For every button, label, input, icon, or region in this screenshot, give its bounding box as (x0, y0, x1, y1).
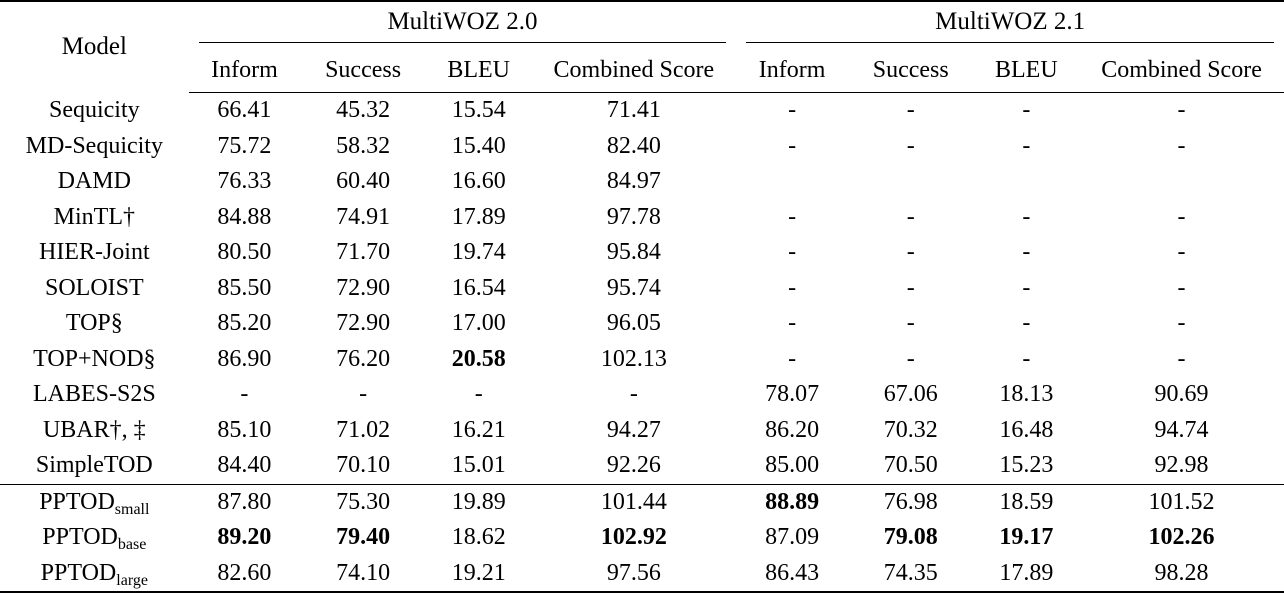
model-name-cell: $PPTOD_{small}$ (39, 488, 150, 518)
value-cell: 101.44 (600, 488, 667, 515)
value-cell: - (1022, 345, 1031, 372)
table-row (0, 200, 1284, 236)
table-row (0, 342, 1284, 378)
model-name-cell: Sequicity (48, 97, 140, 123)
value-cell: 85.00 (736, 448, 848, 484)
value-cell: 71.70 (336, 239, 391, 266)
value-cell: 72.90 (336, 310, 391, 337)
value-cell: - (1177, 239, 1186, 266)
value-cell: - (906, 239, 915, 266)
value-cell: 84.40 (189, 448, 301, 484)
value-cell: 76.98 (883, 488, 938, 515)
value-cell: 102.13 (600, 345, 667, 372)
value-cell: 18.13 (999, 381, 1054, 408)
model-column-header: Model (0, 1, 189, 93)
value-cell: - (1177, 274, 1186, 301)
group-header-2 (736, 1, 1284, 48)
value-cell: 17.00 (451, 310, 506, 337)
value-cell: 82.40 (606, 132, 661, 159)
value-cell: 75.72 (217, 132, 272, 159)
value-cell: 76.33 (217, 168, 272, 195)
table-row (0, 93, 1284, 129)
value-cell: 19.21 (426, 556, 531, 593)
value-cell: 90.69 (1154, 381, 1209, 408)
value-cell: 67.06 (883, 381, 938, 408)
value-cell: 45.32 (336, 97, 391, 124)
value-cell: - (906, 310, 915, 337)
table-row (0, 129, 1284, 165)
value-cell: 71.41 (606, 97, 661, 124)
value-cell: 85.20 (217, 310, 272, 337)
metric-header-bleu: BLEU (426, 48, 531, 93)
value-cell: 17.89 (974, 556, 1079, 593)
value-cell: - (1022, 239, 1031, 266)
value-cell: 85.50 (217, 274, 272, 301)
value-cell: 96.05 (606, 310, 661, 337)
value-cell: 97.56 (531, 556, 736, 593)
table-row (0, 448, 1284, 484)
value-cell: 75.30 (336, 488, 391, 515)
value-cell: 16.54 (451, 274, 506, 301)
value-cell: - (1177, 203, 1186, 230)
value-cell: 89.20 (217, 524, 272, 551)
value-cell: 79.08 (883, 524, 938, 551)
value-cell: 58.32 (336, 132, 391, 159)
value-cell: 97.78 (606, 203, 661, 230)
value-cell: 71.02 (336, 416, 391, 443)
value-cell: 92.98 (1079, 448, 1284, 484)
value-cell: - (788, 239, 797, 266)
table-row (0, 306, 1284, 342)
value-cell: 102.92 (600, 524, 667, 551)
metric-header-success: Success (300, 48, 426, 93)
value-cell: - (788, 132, 797, 159)
value-cell: 70.32 (883, 416, 938, 443)
value-cell: - (788, 310, 797, 337)
model-name-cell: HIER-Joint (38, 239, 150, 266)
model-name-cell: $PPTOD_{base}$ (42, 524, 147, 554)
metric-header-inform: Inform (189, 48, 301, 93)
table-row (0, 164, 1284, 200)
value-cell: - (788, 97, 797, 124)
value-cell: 95.84 (606, 239, 661, 266)
table-row (0, 520, 1284, 556)
table-row (0, 271, 1284, 307)
table-row (0, 377, 1284, 413)
group-header-1 (189, 1, 737, 48)
value-cell: - (1177, 97, 1186, 124)
metric-header-bleu: BLEU (974, 48, 1079, 93)
value-cell: 87.80 (217, 488, 272, 515)
value-cell: 80.50 (217, 239, 272, 266)
value-cell: 102.26 (1148, 524, 1215, 551)
value-cell: - (906, 274, 915, 301)
value-cell (736, 164, 848, 200)
value-cell: 15.23 (974, 448, 1079, 484)
group-header-label: MultiWOZ 2.1 (746, 8, 1274, 43)
value-cell: 79.40 (336, 524, 391, 551)
model-name-cell: MinTL† (53, 203, 135, 230)
value-cell: 16.60 (451, 168, 506, 195)
table-header-row-metrics (0, 48, 1284, 93)
value-cell: 16.21 (451, 416, 506, 443)
value-cell: - (788, 203, 797, 230)
value-cell (848, 164, 974, 200)
metric-header-success: Success (848, 48, 974, 93)
value-cell: 78.07 (765, 381, 820, 408)
value-cell: 70.10 (300, 448, 426, 484)
value-cell: 19.74 (451, 239, 506, 266)
value-cell: 72.90 (336, 274, 391, 301)
table-row (0, 484, 1284, 520)
value-cell: 101.52 (1148, 488, 1215, 515)
value-cell: 94.74 (1154, 416, 1209, 443)
metric-header-combined-score: Combined Score (1079, 48, 1284, 93)
value-cell: 60.40 (336, 168, 391, 195)
value-cell (1079, 164, 1284, 200)
value-cell: - (1022, 274, 1031, 301)
value-cell: 74.10 (300, 556, 426, 593)
value-cell: 76.20 (336, 345, 391, 372)
value-cell: - (1022, 310, 1031, 337)
value-cell: - (788, 274, 797, 301)
value-cell: - (1022, 97, 1031, 124)
value-cell: 18.59 (999, 488, 1054, 515)
value-cell: 19.89 (451, 488, 506, 515)
value-cell: 94.27 (606, 416, 661, 443)
model-name-cell: UBAR†, ‡ (42, 416, 146, 443)
table-row (0, 235, 1284, 271)
value-cell: - (474, 381, 483, 408)
table-row (0, 556, 1284, 593)
value-cell: - (906, 203, 915, 230)
value-cell: 20.58 (451, 345, 506, 372)
model-name-cell: LABES-S2S (32, 381, 156, 408)
value-cell: 84.88 (217, 203, 272, 230)
value-cell: 15.40 (451, 132, 506, 159)
metric-header-inform: Inform (736, 48, 848, 93)
model-name-cell: SOLOIST (44, 274, 144, 301)
value-cell: - (788, 345, 797, 372)
value-cell: 70.50 (848, 448, 974, 484)
value-cell: 66.41 (217, 97, 272, 124)
value-cell: - (906, 132, 915, 159)
value-cell: 19.17 (999, 524, 1054, 551)
value-cell: 18.62 (451, 524, 506, 551)
value-cell: - (1177, 345, 1186, 372)
value-cell: 87.09 (765, 524, 820, 551)
table-header-row-groups (0, 1, 1284, 48)
value-cell: 86.43 (736, 556, 848, 593)
value-cell: 86.20 (765, 416, 820, 443)
value-cell: 15.54 (451, 97, 506, 124)
value-cell: 74.35 (848, 556, 974, 593)
value-cell: 95.74 (606, 274, 661, 301)
model-name-cell: $PPTOD_{large}$ (0, 556, 189, 593)
value-cell: - (1177, 132, 1186, 159)
table-row (0, 413, 1284, 449)
metric-header-combined-score: Combined Score (531, 48, 736, 93)
value-cell: 85.10 (217, 416, 272, 443)
value-cell: - (629, 381, 638, 408)
value-cell: 84.97 (606, 168, 661, 195)
value-cell: - (1177, 310, 1186, 337)
value-cell: 88.89 (765, 488, 820, 515)
value-cell: 17.89 (451, 203, 506, 230)
value-cell: 74.91 (336, 203, 391, 230)
value-cell: 15.01 (426, 448, 531, 484)
model-name-cell: SimpleTOD (0, 448, 189, 484)
model-name-cell: DAMD (57, 168, 131, 195)
model-name-cell: MD-Sequicity (25, 132, 163, 159)
value-cell: 82.60 (189, 556, 301, 593)
model-name-cell: TOP§ (65, 310, 123, 337)
value-cell: 92.26 (531, 448, 736, 484)
value-cell: - (906, 97, 915, 124)
value-cell (974, 164, 1079, 200)
value-cell: - (1022, 203, 1031, 230)
value-cell: - (1022, 132, 1031, 159)
value-cell: 86.90 (217, 345, 272, 372)
model-name-cell: TOP+NOD§ (33, 345, 156, 372)
value-cell: - (906, 345, 915, 372)
value-cell: 16.48 (999, 416, 1054, 443)
value-cell: - (359, 381, 368, 408)
group-header-label: MultiWOZ 2.0 (199, 8, 727, 43)
value-cell: 98.28 (1079, 556, 1284, 593)
value-cell: - (240, 381, 249, 408)
